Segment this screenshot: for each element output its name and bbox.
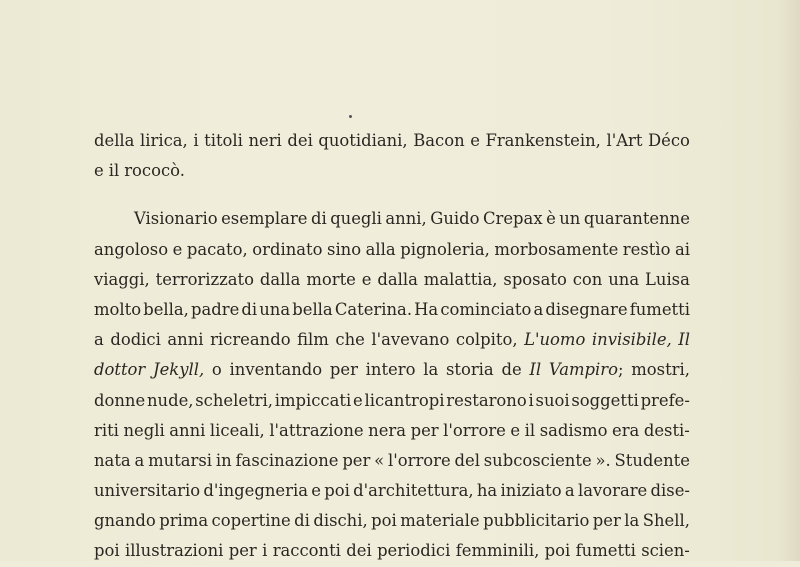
italic-title-word: Il bbox=[678, 330, 690, 350]
word: universitario bbox=[94, 481, 201, 501]
word: anni bbox=[167, 330, 204, 350]
word: subcosciente bbox=[483, 450, 592, 470]
word: suoi bbox=[535, 390, 570, 410]
word: e bbox=[94, 161, 104, 181]
word: riti bbox=[94, 420, 119, 440]
word: prima bbox=[159, 511, 209, 531]
word: Studente bbox=[614, 450, 690, 470]
word: femminili, bbox=[455, 541, 540, 561]
word: lirica, bbox=[140, 131, 188, 150]
word: soggetti bbox=[571, 390, 639, 410]
word: pubblicitario bbox=[483, 511, 590, 531]
word: copertine bbox=[211, 511, 291, 531]
text-line bbox=[94, 355, 690, 385]
word: mutarsi bbox=[148, 450, 213, 470]
body-text bbox=[94, 126, 690, 567]
word: anni, bbox=[385, 209, 427, 229]
text-line bbox=[94, 126, 690, 156]
word: morbosamente bbox=[494, 239, 619, 259]
word: per bbox=[329, 360, 358, 380]
word: Visionario bbox=[134, 209, 218, 229]
word: iniziato bbox=[500, 481, 562, 501]
word: gnando bbox=[94, 511, 156, 531]
word: sposato bbox=[503, 269, 567, 289]
word: rococò. bbox=[124, 161, 185, 181]
word: fumetti bbox=[629, 299, 690, 319]
word: periodici bbox=[377, 541, 451, 561]
ink-speck bbox=[349, 115, 352, 118]
word: che bbox=[335, 330, 365, 350]
word: anni bbox=[169, 420, 206, 440]
italic-title-word: dottor bbox=[94, 360, 146, 380]
word: era bbox=[612, 420, 640, 440]
word: del bbox=[454, 450, 480, 470]
word: a bbox=[134, 450, 145, 470]
word: per bbox=[342, 450, 371, 470]
word: storia bbox=[445, 360, 494, 380]
word: esemplare bbox=[221, 209, 308, 229]
word: in bbox=[215, 450, 232, 470]
word: scheletri, bbox=[195, 390, 273, 410]
word: ; bbox=[617, 360, 624, 380]
word: l'avevano bbox=[371, 330, 450, 350]
word: impiccati bbox=[274, 390, 352, 410]
text-line bbox=[94, 476, 690, 506]
italic-title-word: invisibile, bbox=[591, 330, 672, 350]
word: restìo bbox=[622, 239, 671, 259]
word: inventando bbox=[229, 360, 323, 380]
word: Crepax bbox=[482, 209, 543, 229]
word: molto bbox=[94, 299, 142, 319]
word: morte bbox=[306, 269, 356, 289]
word: una bbox=[259, 299, 291, 319]
word: fascinazione bbox=[235, 450, 339, 470]
word: dalla bbox=[259, 269, 301, 289]
word: Bacon bbox=[413, 131, 465, 150]
word: terrorizzato bbox=[155, 269, 255, 289]
word: poi bbox=[94, 541, 120, 561]
word: cominciato bbox=[440, 299, 532, 319]
text-line bbox=[94, 536, 690, 566]
word: racconti bbox=[272, 541, 341, 561]
word: film bbox=[297, 330, 329, 350]
word: disegnare bbox=[545, 299, 628, 319]
word: della bbox=[94, 131, 135, 150]
word: una bbox=[608, 269, 640, 289]
word: i bbox=[528, 390, 534, 410]
text-line bbox=[94, 506, 690, 536]
word: i bbox=[262, 541, 268, 561]
word: di bbox=[310, 209, 327, 229]
word: malattia, bbox=[423, 269, 498, 289]
word: nude, bbox=[146, 390, 194, 410]
word: licantropi bbox=[364, 390, 445, 410]
word: e bbox=[510, 420, 521, 440]
word: l'orrore bbox=[443, 420, 506, 440]
word: Ha bbox=[414, 299, 439, 319]
word: e bbox=[352, 390, 363, 410]
text-line bbox=[94, 446, 690, 476]
word: Guido bbox=[430, 209, 480, 229]
page-edge-shadow bbox=[778, 0, 800, 561]
word: l'orrore bbox=[388, 450, 451, 470]
text-line bbox=[94, 295, 690, 325]
word: intero bbox=[365, 360, 416, 380]
word: e bbox=[470, 131, 480, 150]
word: dischi, bbox=[313, 511, 368, 531]
word: l'attrazione bbox=[269, 420, 364, 440]
word: d'architettura, bbox=[353, 481, 474, 501]
word: Shell, bbox=[642, 511, 690, 531]
word: « bbox=[374, 450, 385, 470]
word: un bbox=[559, 209, 581, 229]
word: nera bbox=[368, 420, 407, 440]
word: ». bbox=[595, 450, 611, 470]
word bbox=[549, 355, 624, 385]
italic-title-word: L'uomo bbox=[524, 330, 586, 350]
word: dise- bbox=[650, 481, 690, 501]
word: prefe- bbox=[640, 390, 690, 410]
word: Déco bbox=[648, 131, 690, 150]
word: viaggi, bbox=[94, 269, 150, 289]
word: fumetti bbox=[575, 541, 636, 561]
word: sadismo bbox=[539, 420, 608, 440]
word: Caterina. bbox=[334, 299, 413, 319]
word: il bbox=[524, 420, 536, 440]
word: poi bbox=[371, 511, 397, 531]
word: ai bbox=[674, 239, 690, 259]
word: sino bbox=[327, 239, 362, 259]
word: la bbox=[624, 511, 640, 531]
text-line bbox=[94, 235, 690, 265]
word: illustrazioni bbox=[124, 541, 224, 561]
text-line bbox=[94, 265, 690, 295]
word: pignoleria, bbox=[400, 239, 490, 259]
word: negli bbox=[123, 420, 165, 440]
word: donne bbox=[94, 390, 146, 410]
italic-title-word: Il bbox=[529, 360, 542, 380]
word: per bbox=[228, 541, 257, 561]
word: Luisa bbox=[645, 269, 690, 289]
word: quegli bbox=[330, 209, 382, 229]
text-line bbox=[94, 156, 690, 186]
word: il bbox=[108, 161, 120, 181]
word: de bbox=[501, 360, 522, 380]
word: pacato, bbox=[186, 239, 248, 259]
word: a bbox=[533, 299, 544, 319]
word: dodici bbox=[110, 330, 161, 350]
word: per bbox=[410, 420, 439, 440]
word: lavorare bbox=[577, 481, 648, 501]
text-line bbox=[94, 416, 690, 446]
italic-title-word: Vampiro bbox=[548, 360, 618, 380]
word: o bbox=[211, 360, 222, 380]
word: la bbox=[423, 360, 439, 380]
word: ricreando bbox=[210, 330, 291, 350]
word: di bbox=[241, 299, 258, 319]
word: quarantenne bbox=[583, 209, 690, 229]
word: l'Art bbox=[606, 131, 643, 150]
word: poi bbox=[544, 541, 571, 561]
word: restarono bbox=[446, 390, 527, 410]
word: bella bbox=[292, 299, 333, 319]
word: dei bbox=[287, 131, 313, 150]
word: materiale bbox=[400, 511, 480, 531]
word: quotidiani, bbox=[318, 131, 408, 150]
word: dalla bbox=[377, 269, 418, 289]
word: bella, bbox=[143, 299, 189, 319]
word: angoloso bbox=[94, 239, 169, 259]
word: con bbox=[572, 269, 603, 289]
text-line bbox=[94, 386, 690, 416]
word: d'ingegneria bbox=[203, 481, 308, 501]
word: e bbox=[311, 481, 321, 501]
word: di bbox=[294, 511, 310, 531]
word: scien- bbox=[641, 541, 690, 561]
word: è bbox=[546, 209, 556, 229]
word: ha bbox=[476, 481, 498, 501]
word: colpito, bbox=[455, 330, 518, 350]
word: nata bbox=[94, 450, 131, 470]
word: ordinato bbox=[252, 239, 323, 259]
word: i bbox=[193, 131, 199, 150]
word: a bbox=[564, 481, 575, 501]
word: mostri, bbox=[631, 360, 690, 380]
word: alla bbox=[365, 239, 396, 259]
word: e bbox=[172, 239, 183, 259]
word: e bbox=[361, 269, 372, 289]
text-line bbox=[94, 204, 690, 234]
word: poi bbox=[324, 481, 350, 501]
word: Frankenstein, bbox=[485, 131, 601, 150]
word: dei bbox=[346, 541, 372, 561]
text-line bbox=[94, 325, 690, 355]
word: per bbox=[592, 511, 621, 531]
word: titoli bbox=[204, 131, 243, 150]
word: neri bbox=[248, 131, 282, 150]
word: desti- bbox=[643, 420, 690, 440]
word: a bbox=[94, 330, 104, 350]
word: liceali, bbox=[209, 420, 265, 440]
italic-title-word: Jekyll, bbox=[153, 360, 205, 380]
word: padre bbox=[191, 299, 240, 319]
